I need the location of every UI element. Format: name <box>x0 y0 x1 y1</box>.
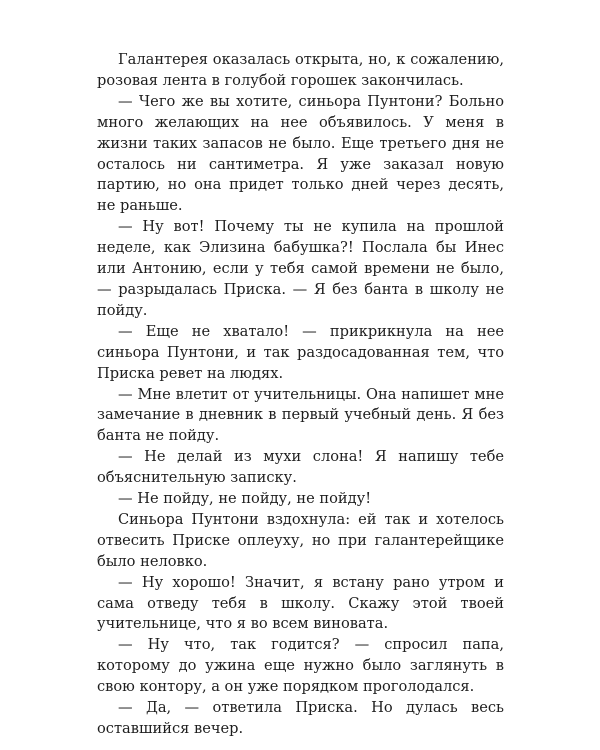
paragraph: — Ну вот! Почему ты не купила на прошлой неделе, как Элизина бабушка?! Послала бы Инес или Антонию, если у тебя самой времени не было, — разрыдалась Приска. — Я без банта в школу не пойду. <box>97 218 504 319</box>
paragraph: — Не делай из мухи слона! Я напишу тебе объяснительную записку. <box>97 448 504 487</box>
paragraph: — Чего же вы хотите, синьора Пунтони? Больно много желающих на нее объявилось. У меня в жизни таких запасов не было. Еще третьего дня не осталось ни сантиметра. Я уже заказал новую партию, но она придет только дней через десять, не раньше. <box>97 92 504 215</box>
paragraph: — Ну что, так годится? — спросил папа, которому до ужина еще нужно было заглянуть в свою контору, а он уже порядком проголодался. <box>97 636 504 696</box>
paragraph: Синьора Пунтони вздохнула: ей так и хотелось отвесить Приске оплеуху, но при галантерейщике было неловко. <box>97 510 504 570</box>
paragraph: — Мне влетит от учительницы. Она напишет мне замечание в дневник в первый учебный день. Я без банта не пойду. <box>97 385 504 445</box>
paragraph: Галантерея оказалась открыта, но, к сожалению, розовая лента в голубой горошек закончилась. <box>97 51 504 89</box>
paragraph: — Не пойду, не пойду, не пойду! <box>118 490 372 508</box>
paragraph: — Да, — ответила Приска. Но дулась весь оставшийся вечер. <box>97 699 504 737</box>
page-text <box>97 50 504 740</box>
paragraph: — Ну хорошо! Значит, я встану рано утром и сама отведу тебя в школу. Скажу этой твоей учительнице, что я во всем виновата. <box>97 573 504 633</box>
paragraph: — Еще не хватало! — прикрикнула на нее синьора Пунтони, и так раздосадованная тем, что Приска ревет на людях. <box>97 322 504 382</box>
